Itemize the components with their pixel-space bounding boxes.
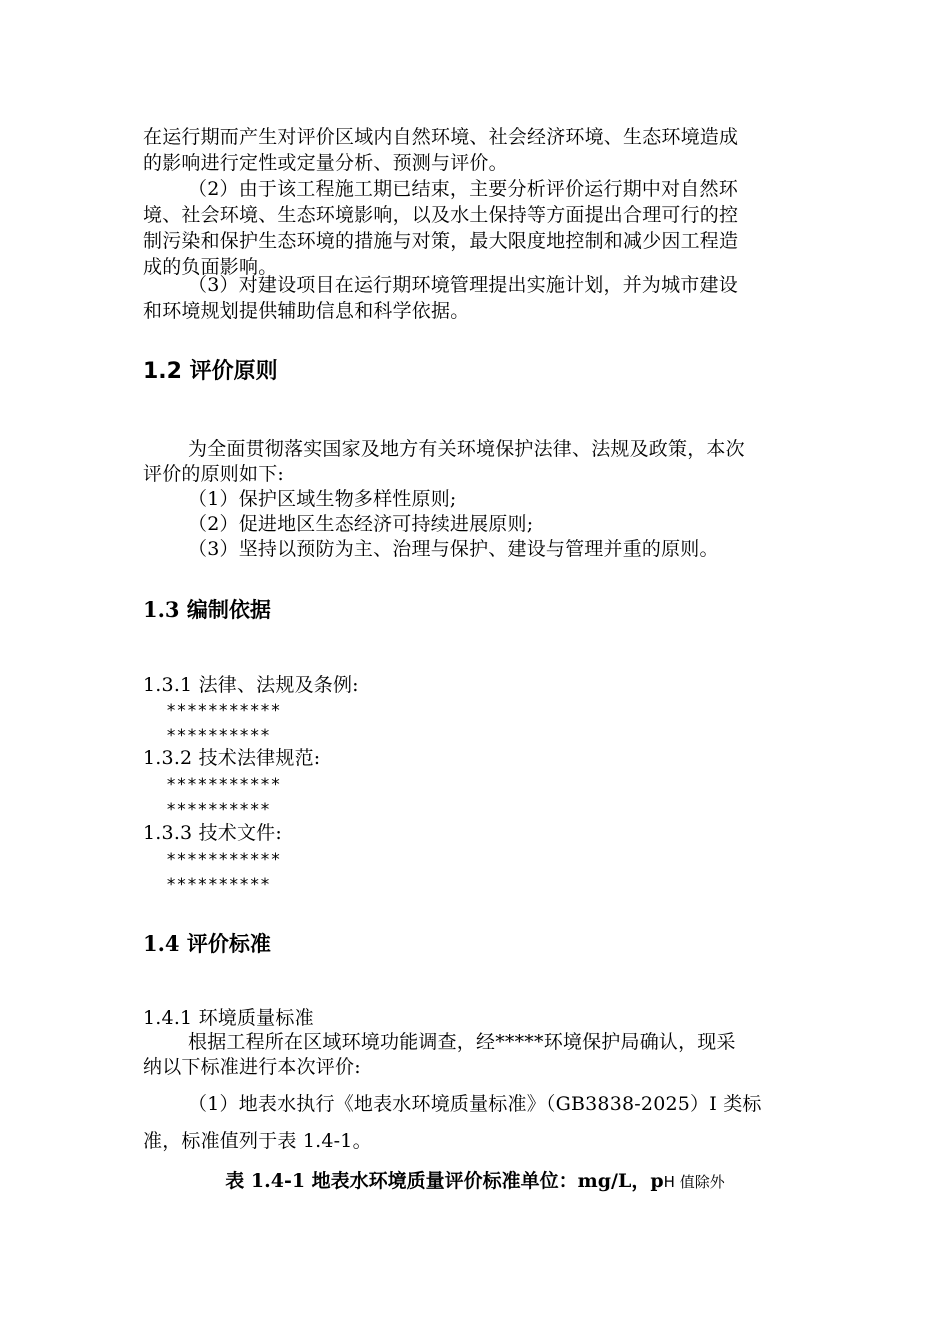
body-text: 为全面贯彻落实国家及地方有关环境保护法律、法规及政策，本次 xyxy=(188,438,745,460)
body-text: 在运行期而产生对评价区域内自然环境、社会经济环境、生态环境造成 xyxy=(143,126,739,148)
body-text: 的影响进行定性或定量分析、预测与评价。 xyxy=(143,152,508,174)
body-text: （2）由于该工程施工期已结束，主要分析评价运行期中对自然环 xyxy=(188,178,738,200)
placeholder-text: *********** xyxy=(166,850,281,870)
body-text: 根据工程所在区域环境功能调查，经*****环境保护局确认，现采 xyxy=(188,1031,736,1053)
table-caption-main: 表 1.4-1 地表水环境质量评价标准单位：mg/L，p xyxy=(225,1170,664,1192)
body-text: 境、社会环境、生态环境影响，以及水土保持等方面提出合理可行的控 xyxy=(143,204,739,226)
placeholder-text: *********** xyxy=(166,701,281,721)
section-heading: 1.3 编制依据 xyxy=(143,597,271,622)
body-text: 和环境规划提供辅助信息和科学依据。 xyxy=(143,300,470,322)
section-heading: 1.4 评价标准 xyxy=(143,931,271,956)
list-item: （3）坚持以预防为主、治理与保护、建设与管理并重的原则。 xyxy=(188,538,719,560)
subsection-heading: 1.4.1 环境质量标准 xyxy=(143,1007,314,1029)
body-text: 成的负面影响。 xyxy=(143,256,278,278)
body-text: 准，标准值列于表 1.4-1。 xyxy=(143,1130,372,1152)
placeholder-text: ********** xyxy=(166,875,271,895)
section-heading: 1.2 评价原则 xyxy=(143,359,278,384)
list-item: （2）促进地区生态经济可持续进展原则; xyxy=(188,513,534,535)
placeholder-text: ********** xyxy=(166,800,271,820)
subsection-heading: 1.3.1 法律、法规及条例: xyxy=(143,674,359,696)
body-text: 评价的原则如下: xyxy=(143,463,285,485)
body-text: 纳以下标准进行本次评价: xyxy=(143,1056,361,1078)
table-caption xyxy=(0,1168,950,1195)
subsection-heading: 1.3.3 技术文件: xyxy=(143,822,282,844)
list-item: （1）保护区域生物多样性原则; xyxy=(188,488,457,510)
body-text: 制污染和保护生态环境的措施与对策，最大限度地控制和减少因工程造 xyxy=(143,230,739,252)
placeholder-text: ********** xyxy=(166,726,271,746)
placeholder-text: *********** xyxy=(166,775,281,795)
body-text: （3）对建设项目在运行期环境管理提出实施计划，并为城市建设 xyxy=(188,274,738,296)
table-caption-note: H 值除外 xyxy=(663,1173,725,1191)
subsection-heading: 1.3.2 技术法律规范: xyxy=(143,747,321,769)
body-text: （1）地表水执行《地表水环境质量标准》（GB3838-2025）I 类标 xyxy=(188,1093,762,1115)
